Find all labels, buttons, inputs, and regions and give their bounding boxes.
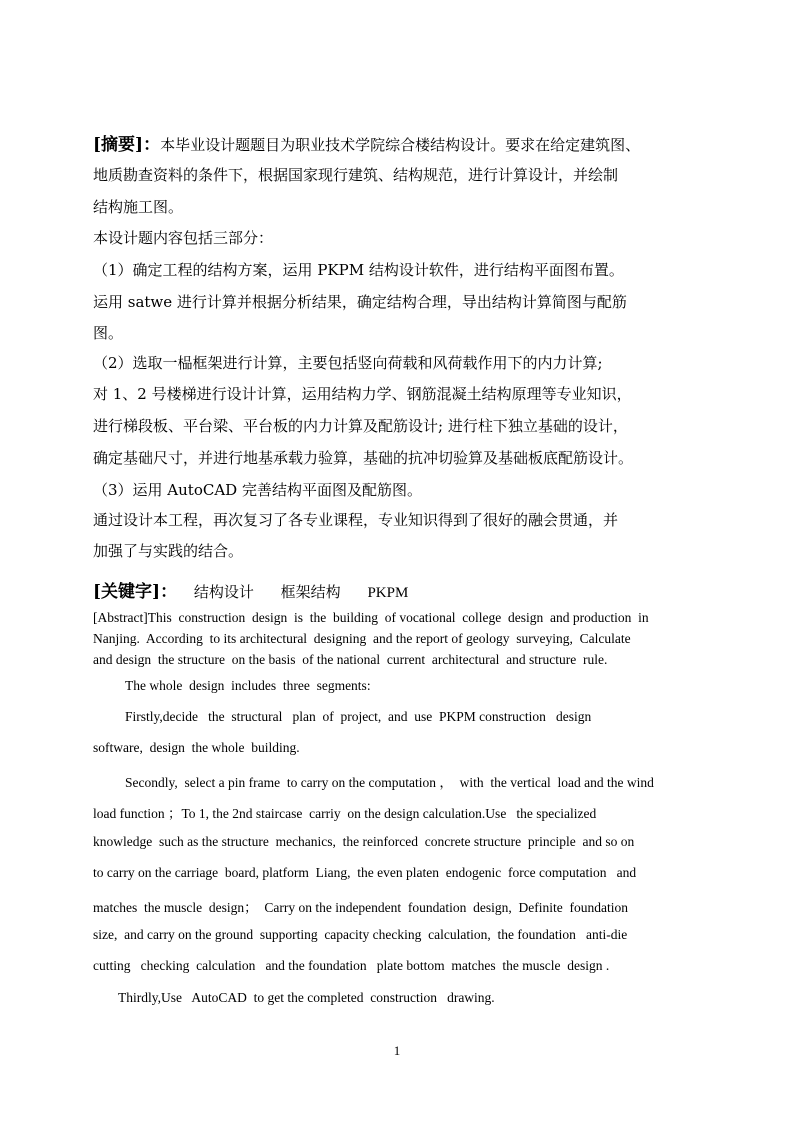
abstract-cn-line-8: （2）选取一榀框架进行计算，主要包括竖向荷载和风荷载作用下的内力计算;: [93, 354, 603, 372]
abstract-en-line-6: software, design the whole building.: [93, 740, 300, 755]
abstract-cn-line-9: 对 1、2 号楼梯进行设计计算，运用结构力学、钢筋混凝土结构原理等专业知识，: [93, 385, 632, 403]
keyword-item: 框架结构: [280, 583, 341, 601]
keywords-label: [关键字]: [93, 582, 161, 602]
abstract-en-line-5: Firstly,decide the structural plan of project, and use PKPM construction design: [125, 709, 592, 724]
abstract-cn-line-11: 确定基础尺寸，并进行地基承载力验算，基础的抗冲切验算及基础板底配筋设计。: [93, 449, 634, 467]
abstract-en-line-8: load function ；To 1, the 2nd staircase carriy on the design calculation.Use the specialized: [93, 806, 597, 821]
abstract-cn-line-4: 本设计题内容包括三部分：: [93, 229, 274, 247]
abstract-en-line-4: The whole design includes three segments:: [125, 678, 371, 693]
abstract-cn-line-7: 图。: [93, 324, 124, 342]
abstract-en-line-3: and design the structure on the basis of the national current architectural and structure rule.: [93, 652, 608, 667]
abstract-en-line-11: matches the muscle design； Carry on the independent foundation design, Definite foundation: [93, 900, 628, 915]
abstract-en-line-12: size, and carry on the ground supporting capacity checking calculation, the foundation anti-die: [93, 927, 628, 942]
abstract-label-colon: ：: [143, 135, 161, 155]
abstract-label: [摘要]: [93, 135, 144, 155]
keywords-line: [93, 577, 408, 602]
abstract-en-line-1: [Abstract]This construction design is the building of vocational college design and production in: [93, 610, 649, 625]
page-number: 1: [393, 1043, 401, 1058]
abstract-en-line-7: Secondly, select a pin frame to carry on the computation ， with the vertical load and the wind: [125, 775, 654, 790]
keyword-item: 结构设计: [193, 583, 254, 601]
abstract-en-line-10: to carry on the carriage board, platform Liang, the even platen endogenic force computation and: [93, 865, 637, 880]
abstract-cn-line-3: 结构施工图。: [93, 198, 184, 216]
abstract-cn-line-6: 运用 satwe 进行计算并根据分析结果，确定结构合理，导出结构计算简图与配筋: [93, 293, 627, 311]
abstract-en-line-9: knowledge such as the structure mechanics, the reinforced concrete structure principle and so on: [93, 834, 635, 849]
abstract-cn-line-10: 进行梯段板、平台梁、平台板的内力计算及配筋设计; 进行柱下独立基础的设计，: [93, 417, 628, 435]
abstract-en-line-13: cutting checking calculation and the foundation plate bottom matches the muscle design .: [93, 958, 610, 973]
abstract-cn-line-14: 加强了与实践的结合。: [93, 542, 244, 560]
keywords-label-colon: ：: [160, 582, 178, 602]
abstract-en-line-2: Nanjing. According to its architectural designing and the report of geology surveying, Calculate: [93, 631, 631, 646]
abstract-cn-line-13: 通过设计本工程，再次复习了各专业课程，专业知识得到了很好的融会贯通，并: [93, 511, 619, 529]
abstract-cn-line-1: [93, 130, 640, 155]
keyword-item: PKPM: [367, 585, 409, 601]
abstract-cn-line-5: （1）确定工程的结构方案，运用 PKPM 结构设计软件，进行结构平面图布置。: [93, 261, 624, 279]
abstract-cn-text: 本毕业设计题题目为职业技术学院综合楼结构设计。要求在给定建筑图、: [160, 136, 641, 154]
abstract-cn-line-2: 地质勘查资料的条件下，根据国家现行建筑、结构规范，进行计算设计，并绘制: [93, 166, 619, 184]
abstract-en-line-14: Thirdly,Use AutoCAD to get the completed construction drawing.: [118, 990, 495, 1005]
abstract-cn-line-12: （3）运用 AutoCAD 完善结构平面图及配筋图。: [93, 481, 422, 499]
